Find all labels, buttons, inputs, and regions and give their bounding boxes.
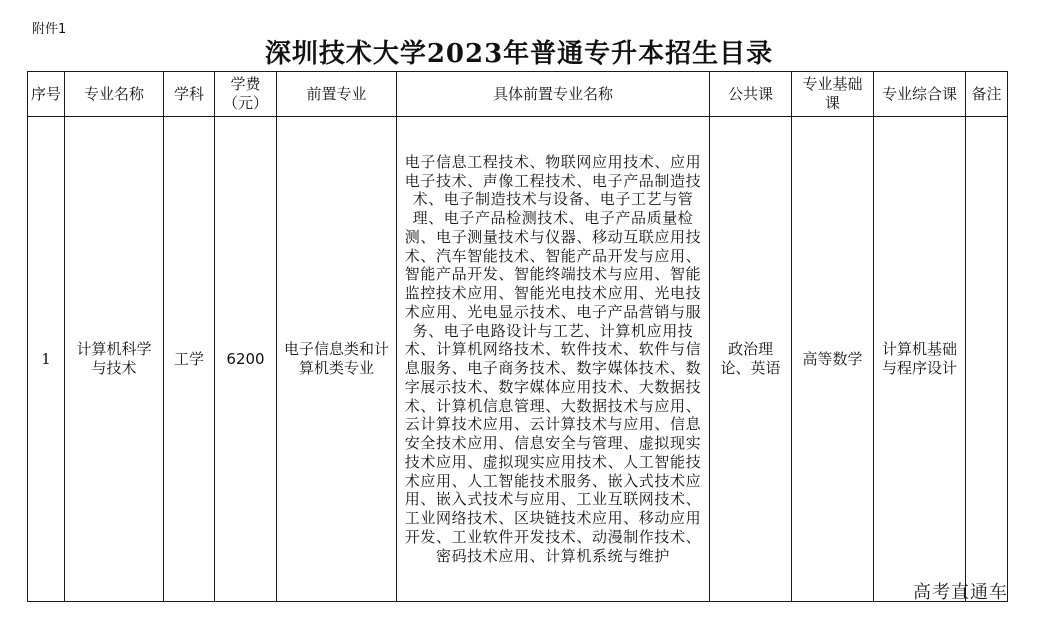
header-major: 专业名称	[65, 72, 164, 117]
row-no: 1	[28, 117, 65, 602]
header-remarks: 备注	[966, 72, 1008, 117]
row-discipline: 工学	[164, 117, 215, 602]
table-header-row	[28, 72, 1008, 117]
header-discipline: 学科	[164, 72, 215, 117]
header-no: 序号	[28, 72, 65, 117]
row-prereq-major: 电子信息类和计算机类专业	[277, 117, 397, 602]
row-basic-course: 高等数学	[792, 117, 874, 602]
header-tuition: 学费 （元）	[215, 72, 277, 117]
row-remarks	[966, 117, 1008, 602]
attachment-label: 附件1	[32, 22, 67, 37]
row-public-course: 政治理论、英语	[710, 117, 792, 602]
row-major: 计算机科学与技术	[65, 117, 164, 602]
enrollment-catalog-table	[27, 71, 1008, 602]
row-comprehensive-course: 计算机基础与程序设计	[874, 117, 966, 602]
header-public-course: 公共课	[710, 72, 792, 117]
row-tuition: 6200	[215, 117, 277, 602]
header-basic-course: 专业基础 课	[792, 72, 874, 117]
table-row	[28, 117, 1008, 602]
header-prereq-names: 具体前置专业名称	[397, 72, 710, 117]
page-title: 深圳技术大学2023年普通专升本招生目录	[264, 39, 774, 69]
row-prereq-names: 电子信息工程技术、物联网应用技术、应用电子技术、声像工程技术、电子产品制造技术、电子制造技术与设备、电子工艺与管理、电子产品检测技术、电子产品质量检测、电子测量技术与仪器、移动互联应用技术、汽车智能技术、智能产品开发与应用、智能产品开发、智能终端技术与应用、智能监控技术应用、智能光电技术应用、光电技术应用、光电显示技术、电子产品营销与服务、电子电路设计与工艺、计算机应用技术、计算机网络技术、软件技术、软件与信息服务、电子商务技术、数字媒体技术、数字展示技术、数字媒体应用技术、大数据技术、计算机信息管理、大数据技术与应用、云计算技术应用、云计算技术与应用、信息安全技术应用、信息安全与管理、虚拟现实技术应用、虚拟现实应用技术、人工智能技术应用、人工智能技术服务、嵌入式技术应用、嵌入式技术与应用、工业互联网技术、工业网络技术、区块链技术应用、移动应用开发、工业软件开发技术、动漫制作技术、密码技术应用、计算机系统与维护	[397, 117, 710, 602]
watermark: 高考直通车	[913, 582, 1008, 603]
header-prereq-major: 前置专业	[277, 72, 397, 117]
header-comprehensive-course: 专业综合课	[874, 72, 966, 117]
